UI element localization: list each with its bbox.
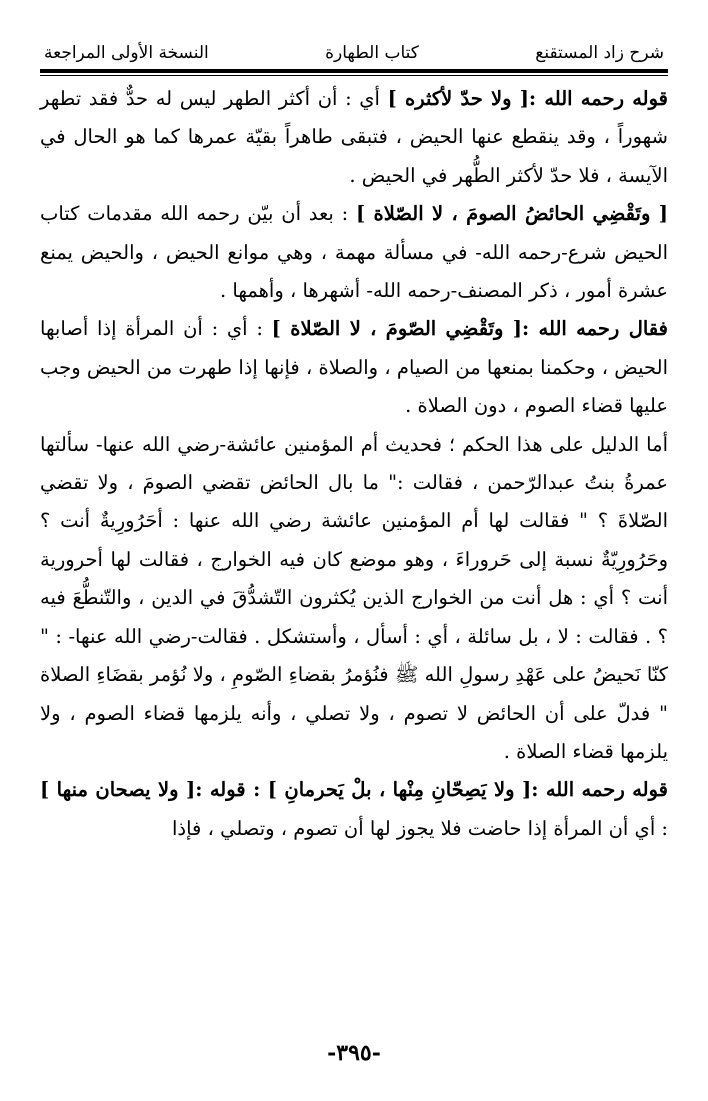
paragraph-lead: قوله رحمه الله :[ ولا يَصِحّانِ مِنْها ، بلْ يَحرمانِ ] : قوله :[ ولا يصحان منها ] (40, 778, 668, 802)
paragraph-text: : بعد أن بيّن رحمه الله مقدمات كتاب الحيض شرع-رحمه الله- في مسألة مهمة ، وهي موانع الحيض ، والحيض يمنع عشرة أمور ، ذكر المصنف-رحمه الله- أشهرها ، وأهمها . (40, 202, 668, 303)
header-chapter-title: كتاب الطهارة (325, 43, 419, 63)
header-edition: النسخة الأولى المراجعة (44, 43, 209, 63)
paragraph-lead: [ وتَقْضِي الحائضُ الصومَ ، لا الصّلاة ] (355, 202, 668, 226)
paragraph-text: أي : أن أكثر الطهر ليس له حدٌّ فقد تطهر شهوراً ، وقد ينقطع عنها الحيض ، فتبقى طاهراً بقيّة عمرها كما هو الحال في الآيسة ، فلا حدّ لأكثر الطُّهر في الحيض . (40, 87, 668, 187)
paragraph-lead: فقال رحمه الله :[ وتَقْضِي الصّومَ ، لا الصّلاة ] (271, 317, 668, 341)
paragraph (40, 426, 668, 772)
paragraph-text: : أي أن المرأة إذا حاضت فلا يجوز لها أن تصوم ، وتصلي ، فإذا (172, 816, 668, 840)
paragraph (40, 80, 668, 195)
running-header (40, 40, 668, 69)
header-book-title: شرح زاد المستقنع (535, 43, 664, 63)
page-body (40, 80, 668, 848)
paragraph (40, 771, 668, 848)
paragraph-text: : أي : أن المرأة إذا أصابها الحيض ، وحكمنا بمنعها من الصيام ، والصلاة ، فإنها إذا طهرت من الحيض وجب عليها قضاء الصوم ، دون الصلاة . (40, 317, 668, 418)
paragraph (40, 195, 668, 310)
paragraph (40, 310, 668, 425)
paragraph-text: أما الدليل على هذا الحكم ؛ فحديث أم المؤمنين عائشة-رضي الله عنها- سألتها عمرةُ بنتُ عبدالرّحمن ، فقالت :" ما بال الحائض تقضي الصومَ ، ولا تقضي الصّلاةَ ؟ " فقالت لها أم المؤمنين عائشة رضي الله عنها : أحَرُورِيةٌ أنت ؟ وحَرُورِيّةٌ نسبة إلى حَروراءَ ، وهو موضع كان فيه الخوارج ، فقالت لها أحرورية أنت ؟ أي : هل أنت من الخوارج الذين يُكثرون التّشدُّقَ في الدين ، والتّنطُّعَ فيه ؟ . فقالت : لا ، بل سائلة ، أي : أسأل ، وأستشكل . فقالت-رضي الله عنها- : " كنّا نَحيضُ على عَهْدِ رسولِ الله ﷺ فنُؤمرُ بقضاءِ الصّومِ ، ولا نُؤمر بقضَاءِ الصلاة " فدلّ على أن الحائض لا تصوم ، ولا تصلي ، وأنه يلزمها قضاء الصوم ، ولا يلزمها قضاء الصلاة . (40, 432, 668, 763)
paragraph-lead: قوله رحمه الله :[ ولا حدّ لأكثره ] (387, 87, 669, 110)
header-rule-thin (40, 75, 668, 76)
page-number: -٣٩٥- (327, 1040, 381, 1066)
